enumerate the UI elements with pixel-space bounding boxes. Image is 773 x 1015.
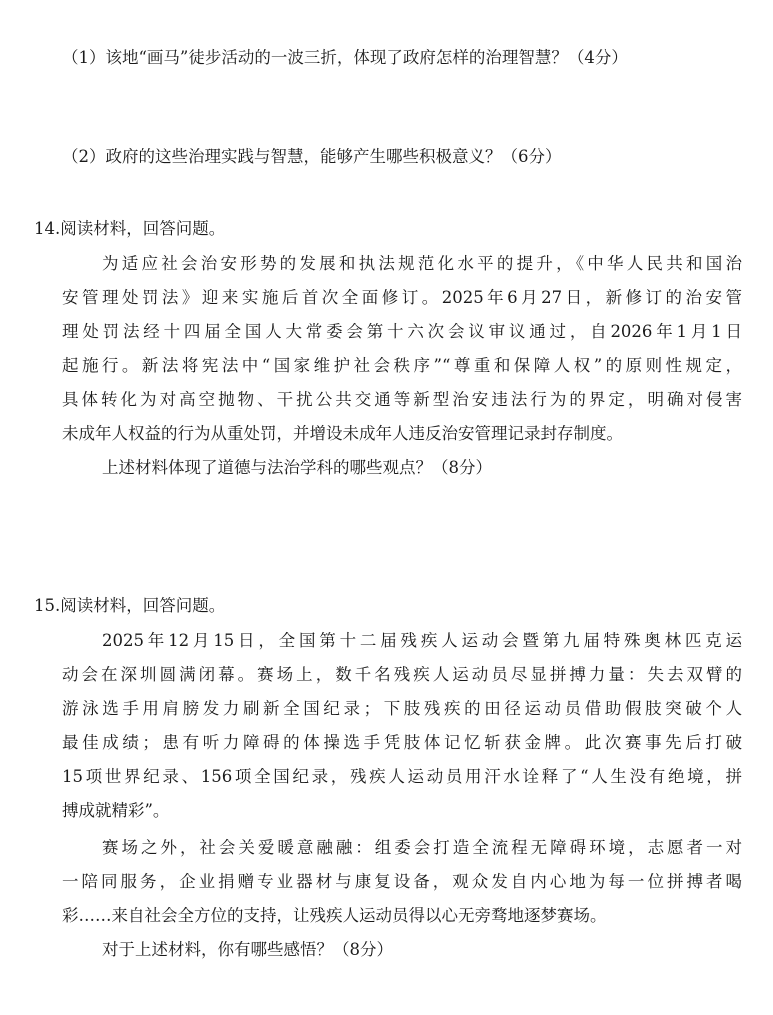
paragraph-line: 一陪同服务，企业捐赠专业器材与康复设备，观众发自内心地为每一位拼搏者喝 (62, 872, 742, 891)
q15-heading: 15.阅读材料，回答问题。 (34, 596, 226, 615)
paragraph-line: 最佳成绩；患有听力障碍的体操选手凭肢体记忆斩获金牌。此次赛事先后打破 (62, 733, 742, 752)
q14-heading: 14.阅读材料，回答问题。 (34, 219, 226, 238)
paragraph-line: 赛场之外，社会关爱暖意融融：组委会打造全流程无障碍环境，志愿者一对 (102, 838, 742, 857)
paragraph-line: 搏成就精彩”。 (62, 801, 170, 820)
paragraph-line: 动会在深圳圆满闭幕。赛场上，数千名残疾人运动员尽显拼搏力量：失去双臂的 (62, 665, 742, 684)
q15-question: 对于上述材料，你有哪些感悟？（8分） (102, 940, 393, 959)
paragraph-line: 游泳选手用肩膀发力刷新全国纪录；下肢残疾的田径运动员借助假肢突破个人 (62, 699, 742, 718)
sub-question-2: （2）政府的这些治理实践与智慧，能够产生哪些积极意义？（6分） (62, 147, 562, 166)
paragraph-line: 未成年人权益的行为从重处罚，并增设未成年人违反治安管理记录封存制度。 (62, 424, 623, 443)
q14-question: 上述材料体现了道德与法治学科的哪些观点？（8分） (102, 458, 492, 477)
paragraph-line: 彩……来自社会全方位的支持，让残疾人运动员得以心无旁骛地逐梦赛场。 (62, 906, 607, 925)
paragraph-line: 为适应社会治安形势的发展和执法规范化水平的提升，《中华人民共和国治 (102, 254, 742, 273)
paragraph-line: 15项世界纪录、156项全国纪录，残疾人运动员用汗水诠释了“人生没有绝境，拼 (62, 767, 742, 786)
paragraph-line: 安管理处罚法》迎来实施后首次全面修订。2025年6月27日，新修订的治安管 (62, 288, 742, 307)
paragraph-line: 起施行。新法将宪法中“国家维护社会秩序”“尊重和保障人权”的原则性规定， (62, 356, 742, 375)
paragraph-line: 2025年12月15日，全国第十二届残疾人运动会暨第九届特殊奥林匹克运 (102, 631, 742, 650)
paragraph-line: 具体转化为对高空抛物、干扰公共交通等新型治安违法行为的界定，明确对侵害 (62, 390, 742, 409)
sub-question-1: （1）该地“画马”徒步活动的一波三折，体现了政府怎样的治理智慧？（4分） (62, 48, 628, 67)
paragraph-line: 理处罚法经十四届全国人大常委会第十六次会议审议通过，自2026年1月1日 (62, 322, 742, 341)
